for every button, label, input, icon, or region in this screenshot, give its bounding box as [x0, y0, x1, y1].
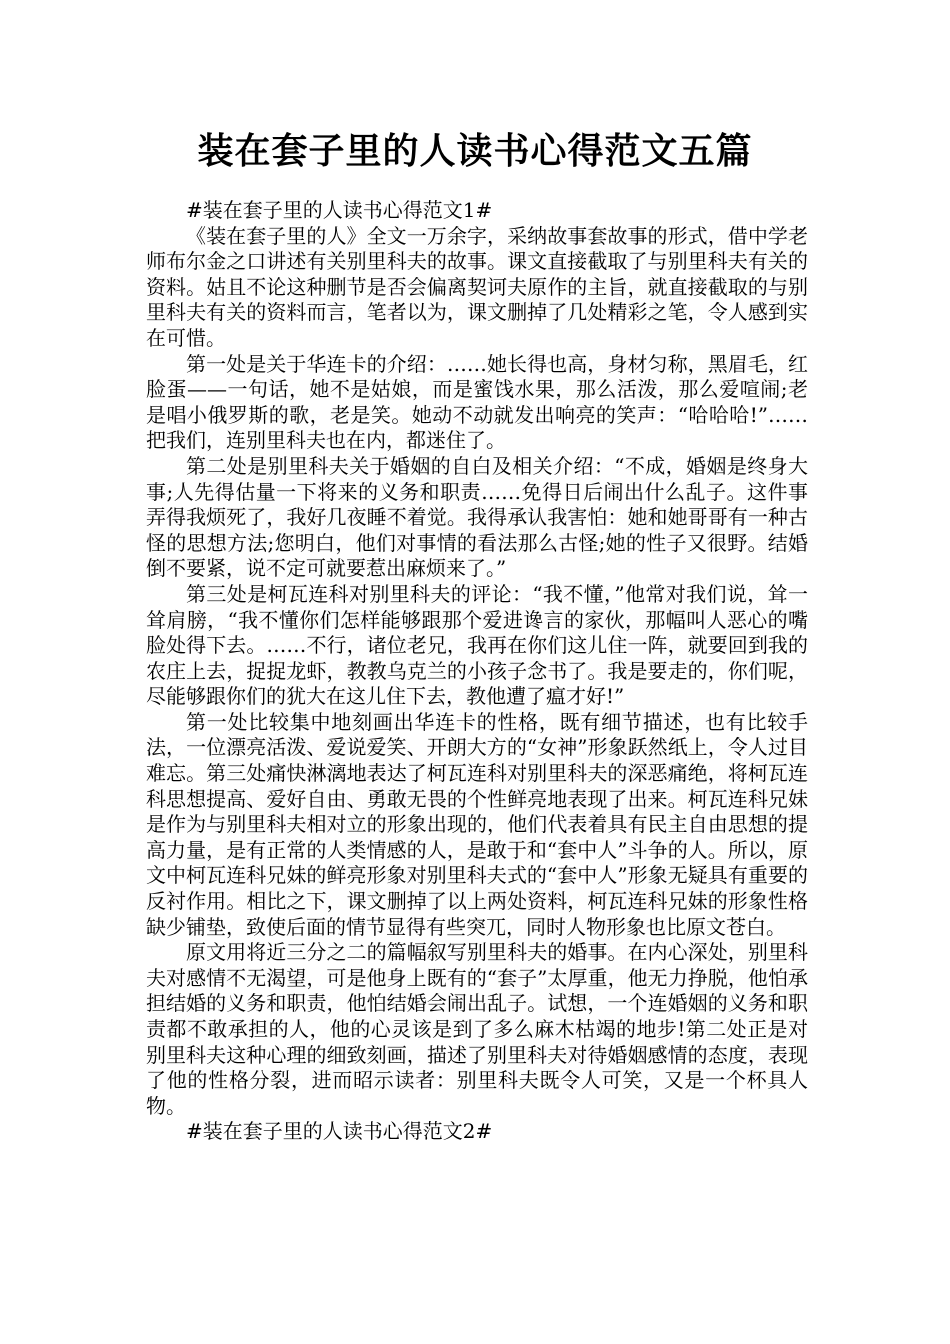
- body-paragraph: 第三处是柯瓦连科对别里科夫的评论：“我不懂，”他常对我们说，耸一耸肩膀，“我不懂你们怎样能够跟那个爱进谗言的家伙，那幅叫人恶心的嘴脸处得下去。……不行，诸位老兄，我再在你们这儿住一阵，就要回到我的农庄上去，捉捉龙虾，教教乌克兰的小孩子念书了。我是要走的，你们呢，尽能够跟你们的犹大在这儿住下去，教他遭了瘟才好!”: [146, 581, 808, 709]
- body-paragraph: 《装在套子里的人》全文一万余字，采纳故事套故事的形式，借中学老师布尔金之口讲述有关别里科夫的故事。课文直接截取了与别里科夫有关的资料。姑且不论这种删节是否会偏离契诃夫原作的主旨，就直接截取的与别里科夫有关的资料而言，笔者以为，课文删掉了几处精彩之笔，令人感到实在可惜。: [146, 223, 808, 350]
- body-paragraph: 第一处比较集中地刻画出华连卡的性格，既有细节描述，也有比较手法，一位漂亮活泼、爱说爱笑、开朗大方的“女神”形象跃然纸上，令人过目难忘。第三处痛快淋漓地表达了柯瓦连科对别里科夫的深恶痛绝，将柯瓦连科思想提高、爱好自由、勇敢无畏的个性鲜亮地表现了出来。柯瓦连科兄妹是作为与别里科夫相对立的形象出现的，他们代表着具有民主自由思想的提高力量，是有正常的人类情感的人，是敢于和“套中人”斗争的人。所以，原文中柯瓦连科兄妹的鲜亮形象对别里科夫式的“套中人”形象无疑具有重要的反衬作用。相比之下，课文删掉了以上两处资料，柯瓦连科兄妹的形象性格缺少铺垫，致使后面的情节显得有些突兀，同时人物形象也比原文苍白。: [146, 709, 808, 939]
- body-paragraph: 第一处是关于华连卡的介绍：……她长得也高，身材匀称，黑眉毛，红脸蛋——一句话，她不是姑娘，而是蜜饯水果，那么活泼，那么爱喧闹;老是唱小俄罗斯的歌，老是笑。她动不动就发出响亮的笑声：“哈哈哈!”……把我们，连别里科夫也在内，都迷住了。: [146, 351, 808, 453]
- section-heading-2: #装在套子里的人读书心得范文2#: [186, 1119, 493, 1144]
- document-title: 装在套子里的人读书心得范文五篇: [197, 131, 753, 172]
- body-paragraph: 第二处是别里科夫关于婚姻的自白及相关介绍：“不成，婚姻是终身大事;人先得估量一下将来的义务和职责……免得日后闹出什么乱子。这件事弄得我烦死了，我好几夜睡不着觉。我得承认我害怕：她和她哥哥有一种古怪的思想方法;您明白，他们对事情的看法那么古怪;她的性子又很野。结婚倒不要紧，说不定可就要惹出麻烦来了。”: [146, 453, 808, 581]
- body-paragraph: 原文用将近三分之二的篇幅叙写别里科夫的婚事。在内心深处，别里科夫对感情不无渴望，可是他身上既有的“套子”太厚重，他无力挣脱，他怕承担结婚的义务和职责，他怕结婚会闹出乱子。试想，一个连婚姻的义务和职责都不敢承担的人，他的心灵该是到了多么麻木枯竭的地步!第二处正是对别里科夫这种心理的细致刻画，描述了别里科夫对待婚姻感情的态度，表现了他的性格分裂，进而昭示读者：别里科夫既令人可笑，又是一个杯具人物。: [146, 940, 808, 1118]
- section-heading-1: #装在套子里的人读书心得范文1#: [186, 198, 493, 222]
- document-body: [146, 198, 808, 1145]
